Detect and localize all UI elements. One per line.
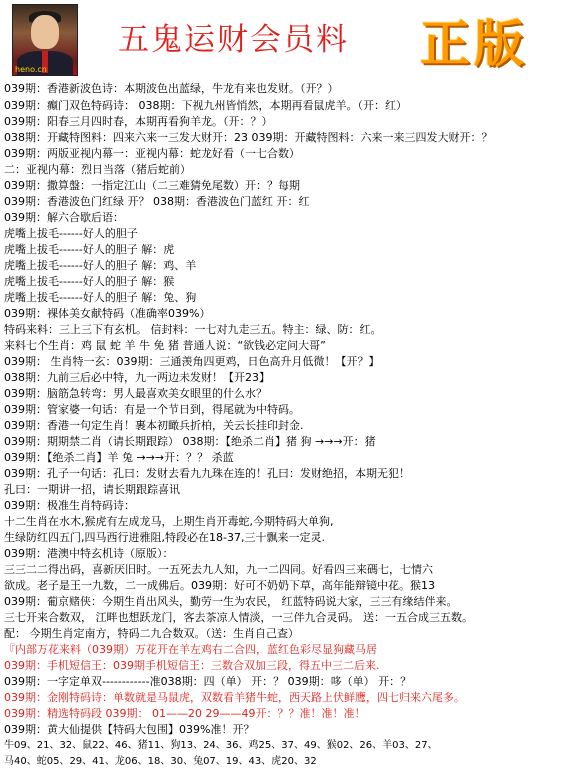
text-line: 生绿防红四五门,四马西行进雅阻,特段必在18-37,三十飘来一定灵. bbox=[4, 531, 325, 544]
text-line-red: 039期：金刚特码诗：单数就是马鼠虎，双数看羊猪牛蛇，西天路上伏鲜鹰，四七归来六尾多。 bbox=[4, 691, 465, 704]
text-line: 039期：港澳中特玄机诗（原版）： bbox=[4, 547, 174, 560]
photo-watermark: heno.cn bbox=[15, 65, 47, 74]
text-line: 虎嘴上拔毛------好人的胆子 bbox=[4, 227, 138, 240]
text-line: 孔曰：一期讲一招，请长期跟踪喜讯 bbox=[4, 483, 180, 496]
text-line: 二：亚视内幕：烈日当落（猪后蛇前） bbox=[4, 163, 191, 176]
text-line: 039期：葡京赌侠：今期生肖出风头，勤劳一生为农民， 红蓝特码说大家，三三有缘结伴来。 bbox=[4, 595, 458, 608]
text-line: 039期： 生肖特一玄：039期：三通羡角四更鸡，日色高升月低微！【开？】 bbox=[4, 355, 380, 368]
text-line: 039期：阳春三月四时春，本期再看狗羊龙。（开：？） bbox=[4, 115, 273, 128]
text-line: 039期：撒算盤：一指定江山（二三难猜免尾数）开：？每期 bbox=[4, 179, 300, 192]
text-line: 039期：香港波色门红绿 开？ 038期：香港波色门蓝红 开：红 bbox=[4, 195, 310, 208]
text-line: 039期：裸体美女献特码（准确率039%） bbox=[4, 307, 211, 320]
text-line: 三三二二得出码，喜新厌旧时。一五死去九人知，九一二四同。好看四三来碼七，七情六 bbox=[4, 563, 433, 576]
text-line: 来料七个生肖：鸡 鼠 蛇 羊 牛 免 猪 普通人说：“欲钱必定问大哥” bbox=[4, 339, 326, 352]
page-title: 五鬼运财会员料 bbox=[118, 22, 349, 58]
text-line: 039期：管家婆一句话：有是一个节日到，得尾就为中特码。 bbox=[4, 403, 300, 416]
text-line: 039期：孔子一句话：孔曰：发财去看九九珠在连的！孔曰：发财绝招，本期无犯！ bbox=[4, 467, 410, 480]
text-line: 039期：【绝杀二肖】羊 兔 →→→开：？？ 杀蓝 bbox=[4, 451, 234, 464]
header bbox=[0, 0, 574, 80]
text-line: 039期：癫门双色特码诗： 038期：下视九州皆悄然，本期再看鼠虎羊。（开：红） bbox=[4, 99, 407, 112]
text-line: 039期：一字定单双------------准038期：四（单） 开：？ 039期：哆（单） 开：？ bbox=[4, 675, 412, 688]
text-line: 十二生肖在水木,猴虎有左成龙马，上期生肖开毒蛇,今期特码大单狗, bbox=[4, 515, 334, 528]
text-line: 虎嘴上拔毛------好人的胆子 解：兔、狗 bbox=[4, 291, 197, 304]
text-line: 038期：开藏特图料：四来六来一三发大财开：23 039期：开藏特图料：六来一来三四发大财开：？ bbox=[4, 131, 493, 144]
text-line: 039期：香港新波色诗：本期波色出蓝绿，牛龙有来也发财。（开？） bbox=[4, 82, 339, 95]
text-line: 马40、蛇05、29、41、龙06、18、30、兔07、19、43、虎20、32 bbox=[4, 756, 317, 767]
text-line-red: 039期：手机短信王：039期手机短信王：三数合双加三段，得五中三二后来. bbox=[4, 659, 380, 672]
portrait-face bbox=[31, 15, 59, 49]
text-line: 038期：九前三后必中特，九一两边未发财！【开23】 bbox=[4, 371, 270, 384]
text-line: 欲成。老子是王一九数，二一成佛后。039期：好可不奶奶下草，高年能辩镜中花。猴13 bbox=[4, 579, 435, 592]
text-line: 牛09、21、32、鼠22、46、猪11、狗13、24、36、鸡25、37、49、猴02、26、羊03、27、 bbox=[4, 740, 438, 751]
text-line: 039期：两版亚视内幕一：亚视内幕：蛇龙好看（一七合数） bbox=[4, 147, 300, 160]
text-line: 虎嘴上拔毛------好人的胆子 解：猴 bbox=[4, 275, 175, 288]
text-line-red: 039期：精选特码段 039期： 01——20 29——49开：？？准！准！准！ bbox=[4, 707, 366, 720]
portrait-photo bbox=[12, 4, 78, 76]
authentic-stamp: 正版 bbox=[420, 14, 528, 73]
text-line: 039期：期期禁二肖（请长期跟踪） 038期：【绝杀二肖】猪 狗 →→→开：猪 bbox=[4, 435, 376, 448]
text-line: 虎嘴上拔毛------好人的胆子 解：虎 bbox=[4, 243, 175, 256]
text-line: 虎嘴上拔毛------好人的胆子 解：鸡、羊 bbox=[4, 259, 197, 272]
text-line: 039期：脑筋急转弯：男人最喜欢美女眼里的什么水？ bbox=[4, 387, 267, 400]
text-line: 特码来料：三上三下有玄机。 信封料：一七对九走三五。特主：绿、防：红。 bbox=[4, 323, 382, 336]
text-line-red: 『内部万花来料（039期）万花开在羊左鸡右二合四，蓝红色彩尽显狗藏马居 bbox=[4, 643, 377, 656]
text-line: 039期：黄大仙提供【特码大包围】039%准！开？ bbox=[4, 723, 255, 736]
text-line: 039期：香港一句定生肖！裹本初瞰兵折柏，关云长挂印封金. bbox=[4, 419, 304, 432]
text-line: 039期：极准生肖特码诗： bbox=[4, 499, 135, 512]
text-line: 配： 今期生肖定南方，特码二九合数双。（送：生肖自己查） bbox=[4, 627, 299, 640]
text-line: 039期：解六合歇后语： bbox=[4, 211, 124, 224]
text-line: 三七开来合数双， 江畔也想跃龙门，客去茶凉人情淡，一三伴九合灵码。 送：一五合成三五数。 bbox=[4, 611, 473, 624]
